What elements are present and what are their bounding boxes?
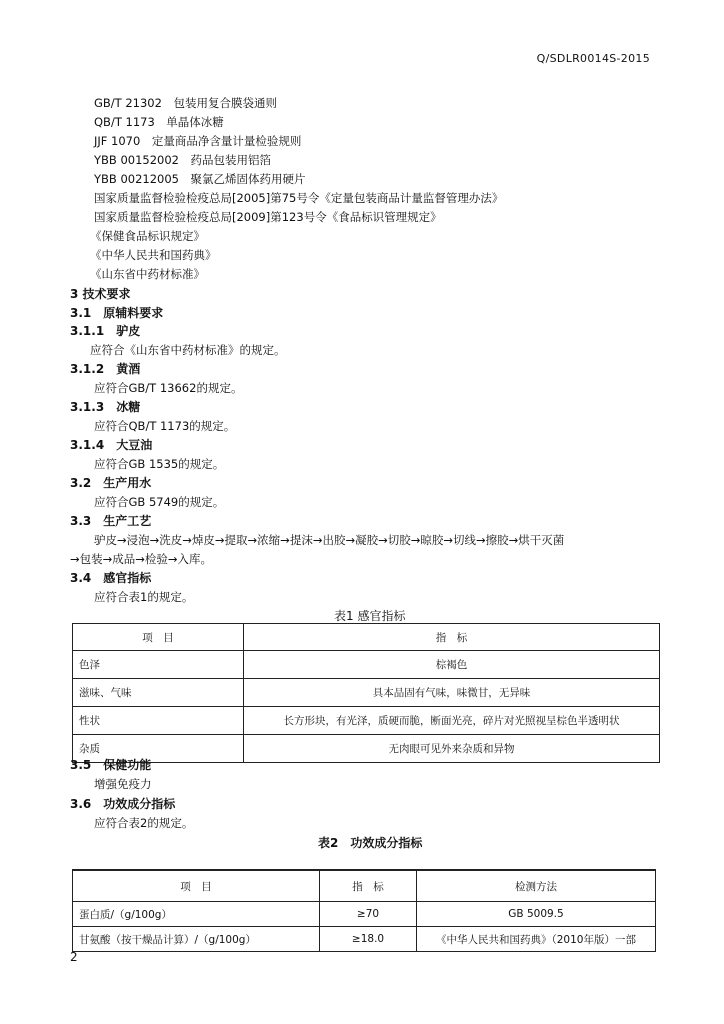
table-row: [73, 735, 660, 763]
page-number: 2: [70, 950, 78, 964]
paragraph: 应符合表2的规定。: [94, 816, 194, 830]
table-cell: 色泽: [73, 651, 244, 679]
table-header-cell: 项 目: [73, 624, 244, 651]
table-cell: 棕褐色: [244, 651, 660, 679]
table-cell: GB 5009.5: [417, 902, 656, 927]
table-cell: 蛋白质/（g/100g）: [73, 902, 320, 927]
section-heading: 3.4 感官指标: [70, 571, 152, 585]
section-heading: 3.5 保健功能: [70, 758, 152, 772]
table-row: [73, 707, 660, 735]
section-heading: 3.1 原辅料要求: [70, 306, 164, 320]
section-heading: 3.1.3 冰糖: [70, 400, 141, 414]
table-cell: 甘氨酸（按干燥品计算）/（g/100g）: [73, 927, 320, 952]
table-header-cell: 指 标: [320, 870, 417, 902]
section-heading: 3 技术要求: [70, 287, 131, 301]
section-heading: 3.1.4 大豆油: [70, 438, 153, 452]
table-row: [73, 679, 660, 707]
process-flow-line: 驴皮→浸泡→洗皮→焯皮→提取→浓缩→提沫→出胶→凝胶→切胶→晾胶→切线→擦胶→烘干灭菌: [94, 533, 565, 547]
section-heading: 3.6 功效成分指标: [70, 797, 176, 811]
table-cell: 滋味、气味: [73, 679, 244, 707]
section-heading: 3.2 生产用水: [70, 476, 152, 490]
table-cell: ≥18.0: [320, 927, 417, 952]
paragraph: 应符合GB/T 13662的规定。: [94, 381, 243, 395]
reference-item: QB/T 1173 单晶体冰糖: [94, 115, 224, 129]
table-header-row: [73, 870, 656, 902]
reference-item: GB/T 21302 包装用复合膜袋通则: [94, 96, 277, 110]
paragraph: 增强免疫力: [94, 777, 152, 791]
process-flow-line: →包装→成品→检验→入库。: [70, 552, 213, 566]
paragraph: 应符合表1的规定。: [94, 590, 194, 604]
section-heading: 3.1.1 驴皮: [70, 324, 141, 338]
functional-component-table: [72, 869, 656, 952]
reference-item: 《中华人民共和国药典》: [90, 248, 217, 262]
table-header-cell: 指 标: [244, 624, 660, 651]
table-cell: ≥70: [320, 902, 417, 927]
document-code: Q/SDLR0014S-2015: [536, 52, 650, 65]
reference-item: 国家质量监督检验检疫总局[2009]第123号令《食品标识管理规定》: [94, 210, 442, 224]
section-heading: 3.1.2 黄酒: [70, 362, 141, 376]
section-heading: 3.3 生产工艺: [70, 514, 152, 528]
reference-item: 国家质量监督检验检疫总局[2005]第75号令《定量包装商品计量监督管理办法》: [94, 191, 504, 205]
table-header-cell: 项 目: [73, 870, 320, 902]
sensory-table: [72, 623, 660, 763]
reference-item: YBB 00152002 药品包装用铝箔: [94, 153, 271, 167]
reference-item: JJF 1070 定量商品净含量计量检验规则: [94, 134, 302, 148]
table-cell: 具本品固有气味，味微甘，无异味: [244, 679, 660, 707]
reference-item: YBB 00212005 聚氯乙烯固体药用硬片: [94, 172, 306, 186]
table-cell: 杂质: [73, 735, 244, 763]
reference-item: 《山东省中药材标准》: [90, 267, 205, 281]
table-header-cell: 检测方法: [417, 870, 656, 902]
table-cell: 无肉眼可见外来杂质和异物: [244, 735, 660, 763]
table-row: [73, 651, 660, 679]
table-row: [73, 902, 656, 927]
paragraph: 应符合GB 5749的规定。: [94, 495, 225, 509]
table-caption: 表2 功效成分指标: [318, 836, 423, 850]
table-cell: 性状: [73, 707, 244, 735]
table-header-row: [73, 624, 660, 651]
table-cell: 《中华人民共和国药典》（2010年版）一部: [417, 927, 656, 952]
table-caption: 表1 感官指标: [334, 609, 406, 623]
paragraph: 应符合《山东省中药材标准》的规定。: [90, 343, 286, 357]
table-cell: 长方形块，有光泽，质硬而脆，断面光亮，碎片对光照视呈棕色半透明状: [244, 707, 660, 735]
paragraph: 应符合QB/T 1173的规定。: [94, 419, 236, 433]
table-row: [73, 927, 656, 952]
paragraph: 应符合GB 1535的规定。: [94, 457, 225, 471]
reference-item: 《保健食品标识规定》: [90, 229, 205, 243]
